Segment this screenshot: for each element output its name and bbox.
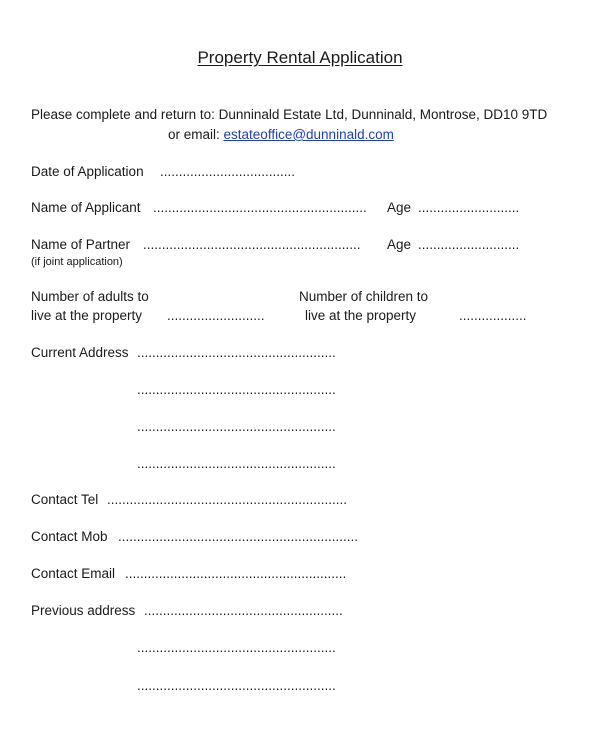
email-line: [168, 127, 394, 143]
adults-label-line2: live at the property: [31, 308, 143, 323]
applicant-age-field[interactable]: ...........................: [418, 200, 520, 215]
previous-address-line-3[interactable]: .....................................................: [137, 678, 336, 693]
contact-tel-field[interactable]: ................................................................: [107, 492, 348, 507]
children-label-line2: live at the property: [305, 308, 417, 323]
name-of-partner-label: Name of Partner: [31, 237, 131, 252]
current-address-line-2[interactable]: .....................................................: [137, 382, 336, 397]
name-of-partner-field[interactable]: ..........................................................: [143, 237, 361, 252]
contact-tel-label: Contact Tel: [31, 492, 99, 507]
partner-age-field[interactable]: ...........................: [418, 237, 520, 252]
current-address-line-3[interactable]: .....................................................: [137, 419, 336, 434]
contact-email-label: Contact Email: [31, 566, 116, 581]
previous-address-line-2[interactable]: .....................................................: [137, 640, 336, 655]
date-of-application-label: Date of Application: [31, 164, 144, 179]
children-field[interactable]: ..................: [459, 308, 527, 323]
contact-mob-field[interactable]: ................................................................: [118, 529, 359, 544]
contact-mob-label: Contact Mob: [31, 529, 108, 544]
email-label: or email:: [168, 127, 220, 142]
current-address-line-1[interactable]: .....................................................: [137, 345, 336, 360]
contact-email-field[interactable]: ...........................................................: [125, 566, 347, 581]
estate-email-link[interactable]: estateoffice@dunninald.com: [223, 127, 394, 142]
adults-label-line1: Number of adults to: [31, 289, 149, 304]
current-address-line-4[interactable]: .....................................................: [137, 456, 336, 471]
adults-field[interactable]: ..........................: [167, 308, 265, 323]
current-address-label: Current Address: [31, 345, 129, 360]
previous-address-label: Previous address: [31, 603, 136, 618]
applicant-age-label: Age: [387, 200, 412, 215]
name-of-applicant-field[interactable]: .........................................................: [153, 200, 367, 215]
return-address-line: Please complete and return to: Dunninald Estate Ltd, Dunninald, Montrose, DD10 9TD: [31, 107, 548, 122]
name-of-applicant-label: Name of Applicant: [31, 200, 141, 215]
partner-age-label: Age: [387, 237, 412, 252]
joint-application-note: (if joint application): [31, 256, 123, 268]
children-label-line1: Number of children to: [299, 289, 429, 304]
date-of-application-field[interactable]: ....................................: [160, 164, 296, 179]
previous-address-line-1[interactable]: .....................................................: [144, 603, 343, 618]
form-title: Property Rental Application: [197, 48, 403, 67]
